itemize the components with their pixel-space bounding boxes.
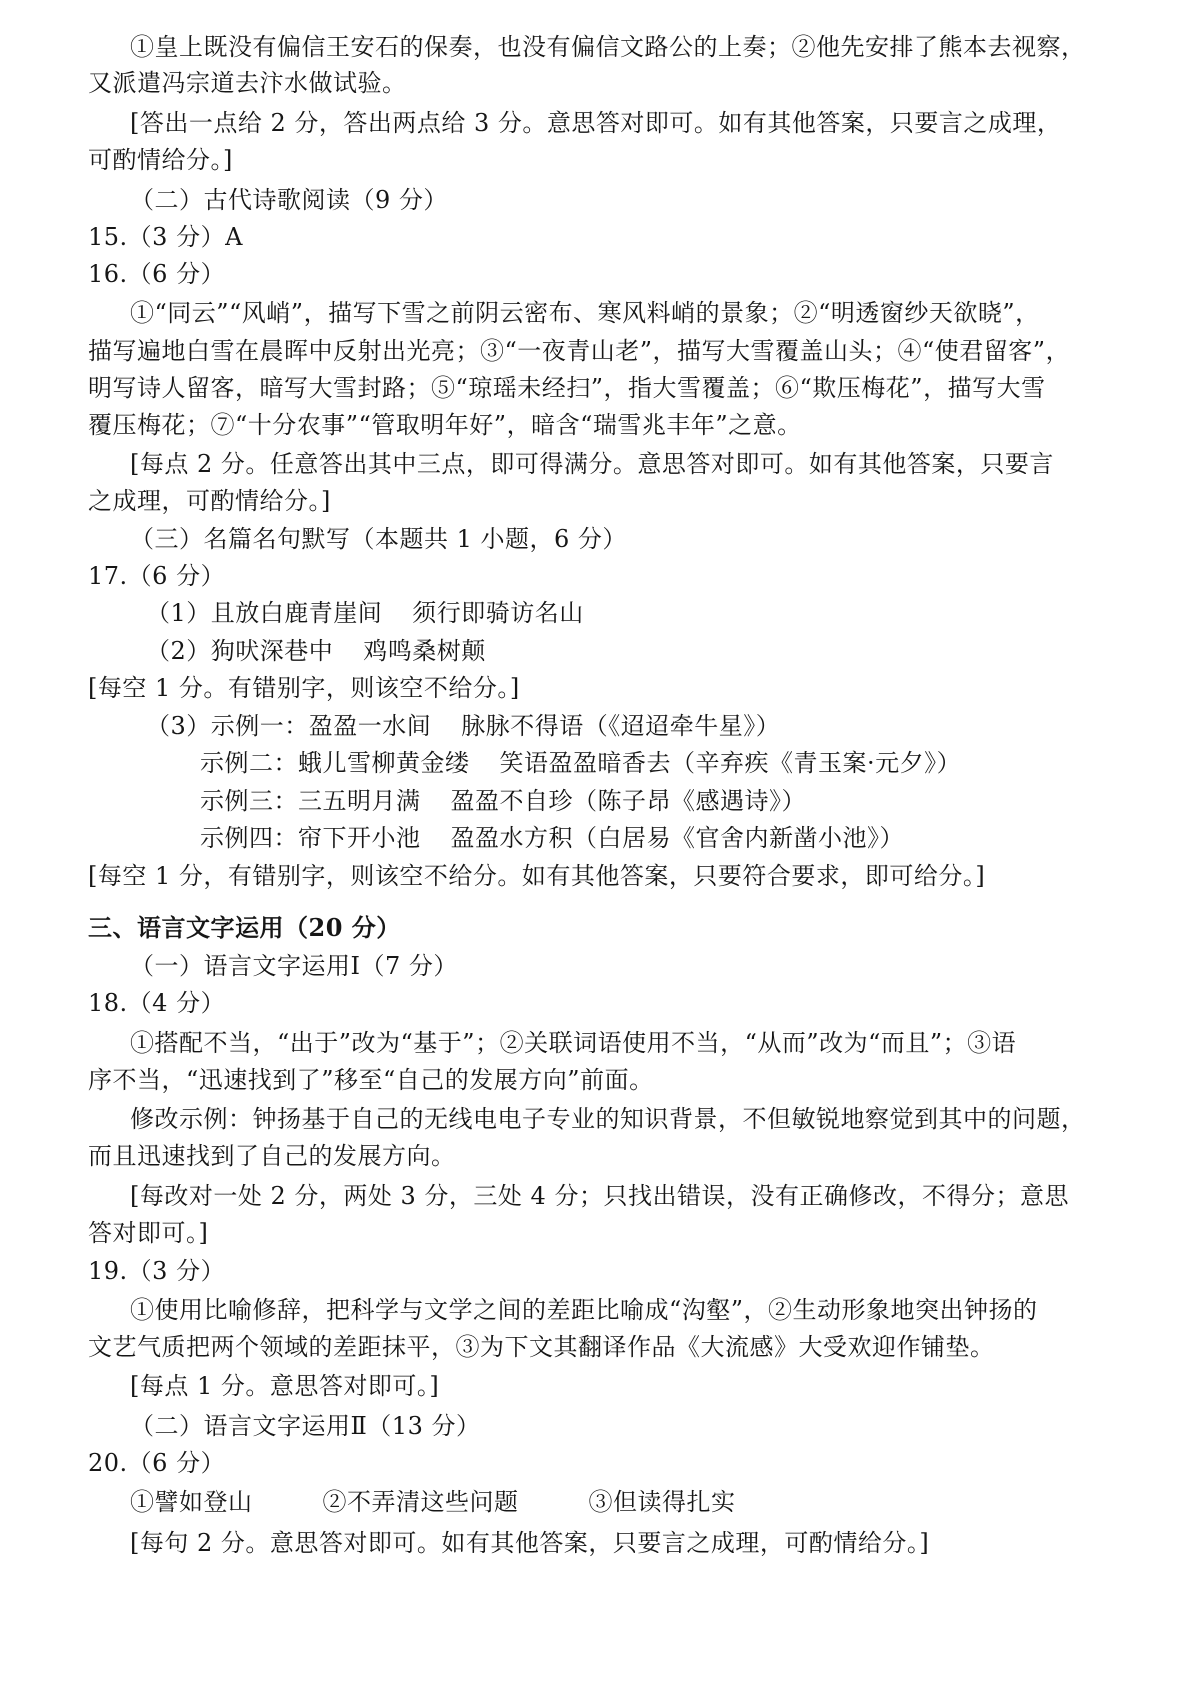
text-line: 可酌情给分。] — [88, 146, 233, 174]
text-line: 序不当，“迅速找到了”移至“自己的发展方向”前面。 — [88, 1066, 654, 1094]
section-heading: （二）古代诗歌阅读（9 分） — [130, 186, 448, 214]
text-line: 明写诗人留客，暗写大雪封路；⑤“琼瑶未经扫”，指大雪覆盖；⑥“欺压梅花”，描写大雪 — [88, 374, 1046, 402]
text-line: [每点 2 分。任意答出其中三点，即可得满分。意思答对即可。如有其他答案，只要言 — [130, 450, 1054, 478]
text-line: ①皇上既没有偏信王安石的保奏，也没有偏信文路公的上奏；②他先安排了熊本去视察， — [130, 33, 1086, 61]
question-header: 15.（3 分）A — [88, 223, 243, 251]
part-heading: 三、语言文字运用（20 分） — [88, 913, 401, 942]
text-line: 之成理，可酌情给分。] — [88, 487, 331, 515]
text-line: 描写遍地白雪在晨晖中反射出光亮；③“一夜青山老”，描写大雪覆盖山头；④“使君留客”， — [88, 337, 1071, 365]
text-line: ①“同云”“风峭”，描写下雪之前阴云密布、寒风料峭的景象；②“明透窗纱天欲晓”， — [130, 299, 1040, 327]
text-line: 文艺气质把两个领域的差距抹平，③为下文其翻译作品《大流感》大受欢迎作铺垫。 — [88, 1333, 995, 1361]
question-header: 16.（6 分） — [88, 260, 226, 288]
question-header: 19.（3 分） — [88, 1257, 226, 1285]
text-line: ①譬如登山 ②不弄清这些问题 ③但读得扎实 — [130, 1488, 736, 1516]
text-line: ①搭配不当，“出于”改为“基于”；②关联词语使用不当，“从而”改为“而且”；③语 — [130, 1029, 1017, 1057]
section-heading: （一）语言文字运用Ⅰ（7 分） — [130, 952, 458, 980]
text-line: [每空 1 分。有错别字，则该空不给分。] — [88, 674, 520, 702]
section-heading: （二）语言文字运用Ⅱ（13 分） — [130, 1412, 481, 1440]
text-line: 而且迅速找到了自己的发展方向。 — [88, 1142, 456, 1170]
text-line: [答出一点给 2 分，答出两点给 3 分。意思答对即可。如有其他答案，只要言之成理， — [130, 109, 1062, 137]
text-line: 答对即可。] — [88, 1219, 209, 1247]
text-line: 示例三：三五明月满 盈盈不自珍（陈子昂《感遇诗》） — [200, 787, 806, 815]
text-line: 示例二：蛾儿雪柳黄金缕 笑语盈盈暗香去（辛弃疾《青玉案·元夕》） — [200, 749, 962, 777]
text-line: [每句 2 分。意思答对即可。如有其他答案，只要言之成理，可酌情给分。] — [130, 1529, 930, 1557]
text-line: （2）狗吠深巷中 鸡鸣桑树颠 — [146, 637, 486, 665]
text-line: [每空 1 分，有错别字，则该空不给分。如有其他答案，只要符合要求，即可给分。] — [88, 862, 986, 890]
section-heading: （三）名篇名句默写（本题共 1 小题，6 分） — [130, 525, 627, 553]
text-line: [每改对一处 2 分，两处 3 分，三处 4 分；只找出错误，没有正确修改，不得分；意思 — [130, 1182, 1069, 1210]
text-line: 又派遣冯宗道去汴水做试验。 — [88, 69, 407, 97]
text-line: ①使用比喻修辞，把科学与文学之间的差距比喻成“沟壑”，②生动形象地突出钟扬的 — [130, 1296, 1038, 1324]
question-header: 17.（6 分） — [88, 562, 226, 590]
text-line: （3）示例一：盈盈一水间 脉脉不得语（《迢迢牵牛星》） — [146, 712, 781, 740]
text-line: [每点 1 分。意思答对即可。] — [130, 1372, 440, 1400]
text-line: 修改示例：钟扬基于自己的无线电电子专业的知识背景，不但敏锐地察觉到其中的问题， — [130, 1105, 1086, 1133]
text-line: （1）且放白鹿青崖间 须行即骑访名山 — [146, 599, 584, 627]
question-header: 20.（6 分） — [88, 1449, 226, 1477]
text-line: 覆压梅花；⑦“十分农事”“管取明年好”，暗含“瑞雪兆丰年”之意。 — [88, 411, 802, 439]
question-header: 18.（4 分） — [88, 989, 226, 1017]
text-line: 示例四：帘下开小池 盈盈水方积（白居易《官舍内新凿小池》） — [200, 824, 904, 852]
